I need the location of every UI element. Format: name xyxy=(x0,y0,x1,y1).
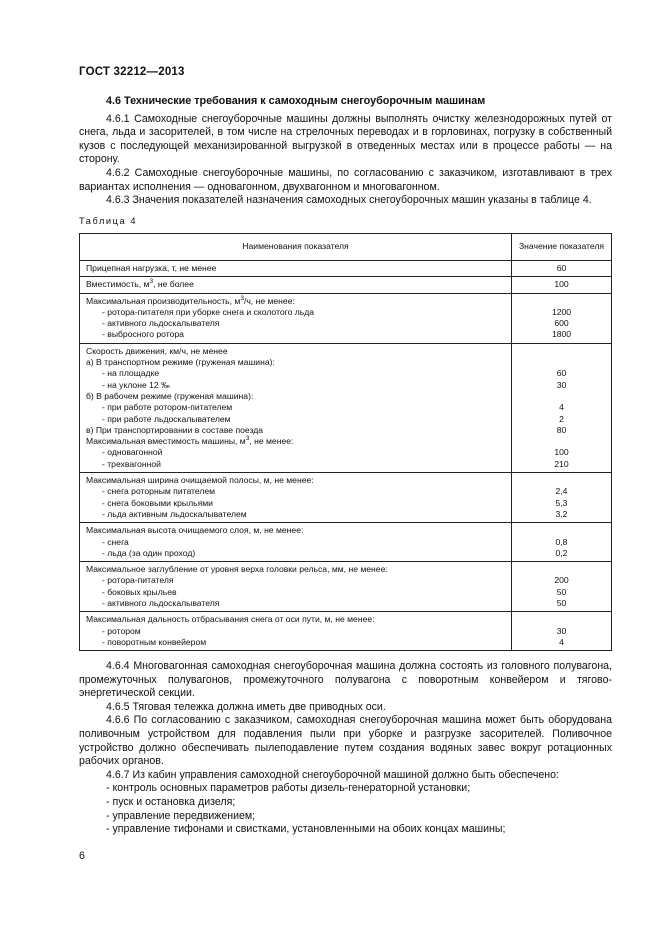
indicator-text: - льда активным льдоскалывателем xyxy=(102,508,247,519)
document-header: ГОСТ 32212—2013 xyxy=(79,66,185,78)
list-item: - управление тифонами и свистками, установленными на обоих концах машины; xyxy=(106,823,506,836)
indicator-line xyxy=(86,626,505,637)
table-row xyxy=(80,523,612,562)
indicator-line xyxy=(86,525,505,536)
indicator-line xyxy=(86,329,505,340)
indicator-value xyxy=(514,436,609,447)
list-item: - пуск и остановка дизеля; xyxy=(106,795,236,808)
indicator-text: Максимальная ширина очищаемой полосы, м, не менее: xyxy=(86,475,314,486)
indicator-value-cell xyxy=(512,473,612,523)
indicator-text: Максимальное заглубление от уровня верха головки рельса, мм, не менее: xyxy=(86,564,388,575)
indicator-value-cell xyxy=(512,261,612,277)
indicator-text-suffix: , не менее: xyxy=(249,436,294,447)
indicator-value xyxy=(514,391,609,402)
indicator-line xyxy=(86,637,505,648)
indicator-line xyxy=(86,263,505,274)
indicator-text: Скорость движения, км/ч, не менее xyxy=(86,345,228,356)
indicator-value: 30 xyxy=(556,379,567,390)
indicator-line xyxy=(86,307,505,318)
paragraph-4-6-5: 4.6.5 Тяговая тележка должна иметь две приводных оси. xyxy=(106,700,386,713)
indicator-line xyxy=(86,357,505,368)
indicator-value xyxy=(514,357,609,368)
indicator-line xyxy=(86,498,505,509)
indicator-text-suffix: , не более xyxy=(153,279,194,290)
indicator-name-cell xyxy=(80,293,512,343)
indicator-line xyxy=(86,587,505,598)
paragraph-4-6-6: 4.6.6 По согласованию с заказчиком, самоходная снегоуборочная машина может быть оборудована поливочным устройством для подавления пыли при уборке и разгрузке засорителей. Поливочное устройство должно обеспечивать пылеподавление путем создания водяных завес вокруг ротационных рабочих органов. xyxy=(79,714,612,768)
indicator-line xyxy=(86,391,505,402)
indicator-value: 0,2 xyxy=(555,547,568,558)
indicator-line xyxy=(86,575,505,586)
indicator-text: б) В рабочем режиме (груженая машина): xyxy=(86,390,254,401)
table-row xyxy=(80,562,612,612)
indicator-line xyxy=(86,614,505,625)
paragraph-4-6-3: 4.6.3 Значения показателей назначения самоходных снегоуборочных машин указаны в таблице 4. xyxy=(106,194,592,207)
indicator-value: 600 xyxy=(554,318,569,329)
unit-superscript: 3 xyxy=(240,294,244,302)
indicator-name-cell xyxy=(80,277,512,293)
indicator-value: 1800 xyxy=(551,329,572,340)
table-label: Таблица 4 xyxy=(79,216,138,226)
indicator-text: - боковых крыльев xyxy=(102,586,177,597)
indicator-line xyxy=(86,279,505,290)
indicator-name-cell xyxy=(80,261,512,277)
indicator-text: в) При транспортировании в составе поезда xyxy=(86,424,264,435)
indicator-text: Максимальная производительность, м xyxy=(86,295,241,306)
indicator-line xyxy=(86,509,505,520)
table-row xyxy=(80,343,612,472)
indicator-line xyxy=(86,296,505,307)
indicator-value: 100 xyxy=(554,447,569,458)
indicator-value: 5,3 xyxy=(555,497,568,508)
indicator-name-cell xyxy=(80,562,512,612)
indicator-text-suffix: /ч, не менее: xyxy=(243,295,295,306)
indicator-name-cell xyxy=(80,612,512,651)
indicator-line xyxy=(86,475,505,486)
list-item: - управление передвижением; xyxy=(106,809,256,822)
indicator-value: 50 xyxy=(556,598,567,609)
indicator-text: - при работе ротором-питателем xyxy=(102,402,233,413)
indicator-text: а) В транспортном режиме (груженая машина): xyxy=(86,357,275,368)
indicator-text: Максимальная высота очищаемого слоя, м, не менее: xyxy=(86,525,304,536)
indicator-line xyxy=(86,459,505,470)
indicator-text: - ротора-питателя xyxy=(102,575,174,586)
indicator-text: - снега xyxy=(102,536,129,547)
table-row xyxy=(80,473,612,523)
indicator-value: 2 xyxy=(559,413,564,424)
indicator-value-cell xyxy=(512,277,612,293)
table-row xyxy=(80,277,612,293)
paragraph-4-6-2: 4.6.2 Самоходные снегоуборочные машины, по согласованию с заказчиком, изготавливают в трех вариантах исполнения — одновагонном, двухвагонном и многовагонном. xyxy=(79,166,612,193)
indicator-value: 2,4 xyxy=(555,486,568,497)
indicator-name-cell xyxy=(80,343,512,472)
table-row xyxy=(80,261,612,277)
indicator-text: - на уклоне 12 ‰ xyxy=(102,379,170,390)
indicator-line xyxy=(86,486,505,497)
section-heading: 4.6 Технические требования к самоходным снегоуборочным машинам xyxy=(106,95,486,107)
unit-superscript: 3 xyxy=(149,278,154,286)
indicator-text: - выбросного ротора xyxy=(102,329,184,340)
table-row xyxy=(80,612,612,651)
indicator-line xyxy=(86,414,505,425)
column-header-value: Значение показателя xyxy=(512,234,612,261)
indicator-value-cell xyxy=(512,343,612,472)
indicator-text: - ротором xyxy=(102,625,141,636)
indicator-text: - ротора-питателя при уборке снега и сколотого льда xyxy=(102,306,315,317)
indicator-value: 60 xyxy=(556,263,567,273)
indicator-value: 200 xyxy=(554,575,569,586)
indicator-text: - активного льдоскалывателя xyxy=(102,598,220,609)
indicator-line xyxy=(86,436,505,447)
indicator-line xyxy=(86,402,505,413)
indicator-value xyxy=(514,296,609,307)
paragraph-4-6-4: 4.6.4 Многовагонная самоходная снегоуборочная машина должна состоять из головного полувагона, промежуточных полувагонов, промежуточного полувагона с поворотным конвейером и тягово-энергетической секции. xyxy=(79,660,612,700)
indicator-text: Максимальная дальность отбрасывания снега от оси пути, м, не менее: xyxy=(86,614,375,625)
indicator-value: 4 xyxy=(559,636,564,647)
indicator-line xyxy=(86,564,505,575)
indicator-value: 1200 xyxy=(551,306,572,317)
indicator-name-cell xyxy=(80,473,512,523)
indicator-text: Максимальная вместимость машины, м xyxy=(86,436,246,447)
indicator-value: 3,2 xyxy=(555,508,568,519)
indicator-text: - льда (за один проход) xyxy=(102,547,196,558)
indicator-value: 60 xyxy=(556,368,567,379)
indicator-text: - при работе льдоскалывателем xyxy=(102,413,231,424)
page-number: 6 xyxy=(79,850,85,862)
indicator-text: - снега роторным питателем xyxy=(102,486,216,497)
indicator-line xyxy=(86,447,505,458)
list-item: - контроль основных параметров работы дизель-генераторной установки; xyxy=(106,782,471,795)
indicator-value: 4 xyxy=(559,402,564,413)
indicator-text: - снега боковыми крыльями xyxy=(102,497,213,508)
indicator-value: 30 xyxy=(556,625,567,636)
indicator-value xyxy=(514,475,609,486)
indicator-line xyxy=(86,548,505,559)
indicator-value xyxy=(514,525,609,536)
indicator-value-cell xyxy=(512,523,612,562)
indicator-line xyxy=(86,368,505,379)
indicator-value xyxy=(514,346,609,357)
indicator-value-cell xyxy=(512,612,612,651)
indicator-line xyxy=(86,380,505,391)
paragraph-4-6-1: 4.6.1 Самоходные снегоуборочные машины должны выполнять очистку железнодорожных путей от снега, льда и засорителей, в том числе на стрелочных переводах и в горловинах, погрузку в собственный кузов с последующей механизированной выгрузкой в отведенных местах или в процессе работы — на сторону. xyxy=(79,112,612,166)
indicator-line xyxy=(86,318,505,329)
indicator-value xyxy=(514,614,609,625)
indicator-text: - активного льдоскалывателя xyxy=(102,318,220,329)
indicator-text: - трехвагонной xyxy=(102,458,161,469)
indicator-value: 210 xyxy=(554,458,569,469)
indicator-text: - на площадке xyxy=(102,368,160,379)
section-4-6 xyxy=(79,95,612,208)
column-header-name: Наименования показателя xyxy=(80,234,512,261)
table-header-row xyxy=(80,234,612,261)
indicator-line xyxy=(86,537,505,548)
indicator-text: Вместимость, м xyxy=(86,279,150,290)
section-continuation xyxy=(79,660,612,837)
indicator-value-cell xyxy=(512,293,612,343)
indicator-text: Прицепная нагрузка, т, не менее xyxy=(86,263,217,273)
indicator-name-cell xyxy=(80,523,512,562)
unit-superscript: 3 xyxy=(245,435,250,443)
paragraph-4-6-7: 4.6.7 Из кабин управления самоходной снегоуборочной машиной должно быть обеспечено: xyxy=(106,768,559,781)
indicator-line xyxy=(86,598,505,609)
table-4 xyxy=(79,233,612,651)
indicator-value: 100 xyxy=(554,279,569,290)
indicator-line xyxy=(86,425,505,436)
indicator-line xyxy=(86,346,505,357)
indicator-value xyxy=(514,564,609,575)
indicator-value-cell xyxy=(512,562,612,612)
indicator-value: 0,8 xyxy=(555,536,568,547)
indicator-value: 80 xyxy=(556,424,567,435)
indicator-text: - одновагонной xyxy=(102,447,163,458)
indicator-text: - поворотным конвейером xyxy=(102,636,207,647)
table-row xyxy=(80,293,612,343)
indicator-value: 50 xyxy=(556,586,567,597)
